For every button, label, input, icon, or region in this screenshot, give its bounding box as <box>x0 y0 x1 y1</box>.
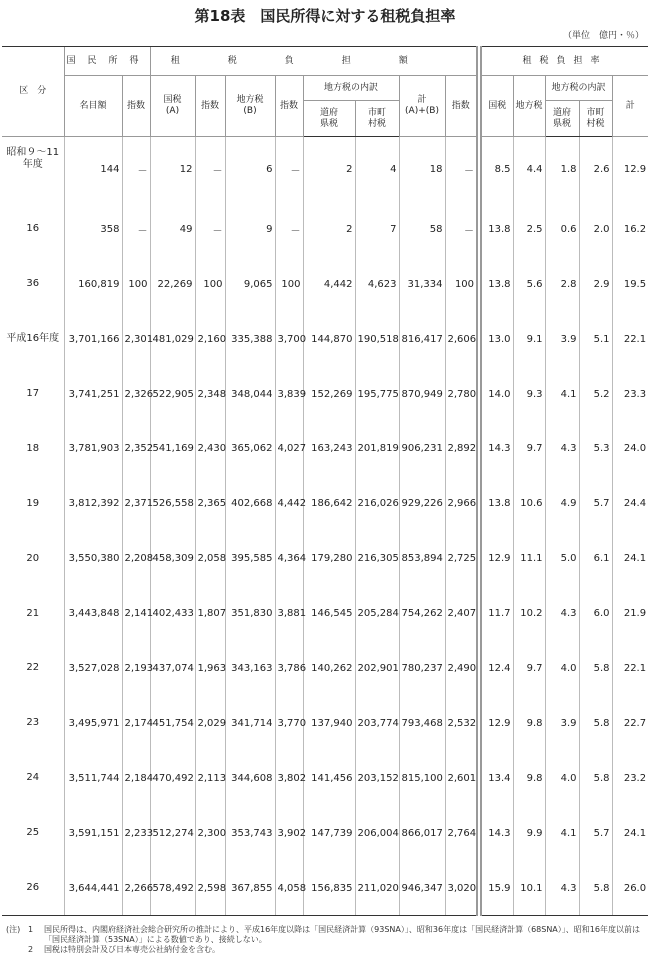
cell-chiho-idx: － <box>275 202 303 257</box>
header-shisu-total: 指数 <box>445 76 479 137</box>
cell-dofuken: 186,642 <box>303 476 355 531</box>
cell-r-chiho: 10.1 <box>513 861 545 916</box>
cell-chiho: 395,585 <box>225 531 275 586</box>
cell-gdp-idx: 2,266 <box>122 861 150 916</box>
cell-r-koku: 14.3 <box>479 421 513 476</box>
cell-r-shi: 5.8 <box>579 641 612 696</box>
cell-r-dofu: 4.3 <box>545 861 579 916</box>
cell-r-total: 24.1 <box>612 806 648 861</box>
cell-r-total: 26.0 <box>612 861 648 916</box>
cell-gdp: 3,495,971 <box>64 696 122 751</box>
cell-shichoson: 216,026 <box>355 476 399 531</box>
cell-r-koku: 12.9 <box>479 531 513 586</box>
cell-dofuken: 163,243 <box>303 421 355 476</box>
row-label: 24 <box>26 772 40 784</box>
cell-total: 946,347 <box>399 861 445 916</box>
cell-chiho: 344,608 <box>225 751 275 806</box>
cell-chiho-idx: 4,027 <box>275 421 303 476</box>
table-row <box>2 421 648 476</box>
cell-dofuken: 2 <box>303 137 355 202</box>
row-label: 23 <box>26 717 40 729</box>
cell-gdp-idx: 2,174 <box>122 696 150 751</box>
cell-r-shi: 5.7 <box>579 476 612 531</box>
cell-dofuken: 141,456 <box>303 751 355 806</box>
table-row <box>2 137 648 202</box>
cell-r-shi: 5.3 <box>579 421 612 476</box>
cell-r-shi: 5.8 <box>579 861 612 916</box>
cell-gdp: 3,741,251 <box>64 367 122 422</box>
cell-r-dofu: 3.9 <box>545 696 579 751</box>
cell-kokuzei: 541,169 <box>150 421 195 476</box>
cell-kokuzei: 49 <box>150 202 195 257</box>
cell-r-chiho: 9.1 <box>513 312 545 367</box>
header-dofuken-ritsu: 道府 県税 <box>545 101 579 137</box>
cell-chiho: 343,163 <box>225 641 275 696</box>
cell-kokuzei-idx: 2,365 <box>195 476 225 531</box>
cell-kokuzei-idx: 1,807 <box>195 586 225 641</box>
table-row <box>2 202 648 257</box>
cell-total-idx: 2,532 <box>445 696 479 751</box>
cell-shichoson: 195,775 <box>355 367 399 422</box>
row-label: 16 <box>26 223 40 235</box>
table-body <box>2 137 648 916</box>
cell-r-chiho: 9.8 <box>513 696 545 751</box>
cell-gdp: 3,550,380 <box>64 531 122 586</box>
cell-chiho: 348,044 <box>225 367 275 422</box>
header-chihozei-uchiwake: 地方税の内訳 <box>303 76 399 101</box>
cell-r-shi: 2.6 <box>579 137 612 202</box>
cell-total: 780,237 <box>399 641 445 696</box>
note-2-number: 2 <box>28 945 34 954</box>
table-header <box>2 47 648 137</box>
cell-gdp: 3,443,848 <box>64 586 122 641</box>
cell-chiho: 367,855 <box>225 861 275 916</box>
cell-total-idx: 2,725 <box>445 531 479 586</box>
cell-shichoson: 201,819 <box>355 421 399 476</box>
cell-total: 866,017 <box>399 806 445 861</box>
header-kei-ritsu: 計 <box>612 76 648 137</box>
table-row <box>2 257 648 312</box>
cell-total-idx: 100 <box>445 257 479 312</box>
row-label: 22 <box>26 662 40 674</box>
cell-chiho: 9,065 <box>225 257 275 312</box>
cell-chiho-idx: 3,881 <box>275 586 303 641</box>
cell-gdp: 3,644,441 <box>64 861 122 916</box>
header-kokuzei: 国税 (A) <box>150 76 195 137</box>
cell-total-idx: 2,764 <box>445 806 479 861</box>
cell-r-dofu: 4.9 <box>545 476 579 531</box>
header-dofuken: 道府 県税 <box>303 101 355 137</box>
cell-r-shi: 5.1 <box>579 312 612 367</box>
cell-kokuzei-idx: 2,430 <box>195 421 225 476</box>
cell-r-chiho: 9.7 <box>513 421 545 476</box>
row-label: 19 <box>26 497 40 509</box>
row-label: 17 <box>26 388 40 399</box>
cell-r-dofu: 4.3 <box>545 421 579 476</box>
cell-r-shi: 5.7 <box>579 806 612 861</box>
header-chihozei: 地方税 (B) <box>225 76 275 137</box>
cell-chiho: 341,714 <box>225 696 275 751</box>
cell-r-chiho: 2.5 <box>513 202 545 257</box>
cell-r-total: 23.2 <box>612 751 648 806</box>
cell-gdp: 3,591,151 <box>64 806 122 861</box>
cell-gdp-idx: 2,184 <box>122 751 150 806</box>
cell-shichoson: 211,020 <box>355 861 399 916</box>
cell-gdp: 3,812,392 <box>64 476 122 531</box>
cell-shichoson: 205,284 <box>355 586 399 641</box>
cell-kokuzei: 437,074 <box>150 641 195 696</box>
cell-r-shi: 6.1 <box>579 531 612 586</box>
cell-chiho: 353,743 <box>225 806 275 861</box>
cell-shichoson: 7 <box>355 202 399 257</box>
cell-r-total: 24.4 <box>612 476 648 531</box>
cell-total: 853,894 <box>399 531 445 586</box>
cell-gdp: 3,511,744 <box>64 751 122 806</box>
cell-r-shi: 5.8 <box>579 696 612 751</box>
cell-gdp-idx: － <box>122 137 150 202</box>
cell-r-total: 12.9 <box>612 137 648 202</box>
cell-total: 906,231 <box>399 421 445 476</box>
header-kei-ab: 計 (A)+(B) <box>399 76 445 137</box>
cell-total-idx: 2,407 <box>445 586 479 641</box>
cell-dofuken: 144,870 <box>303 312 355 367</box>
row-label: 昭和９～11 年度 <box>6 147 60 170</box>
cell-total-idx: 2,966 <box>445 476 479 531</box>
cell-dofuken: 2 <box>303 202 355 257</box>
cell-dofuken: 156,835 <box>303 861 355 916</box>
header-meimokugaku: 名目額 <box>64 76 122 137</box>
header-shichoson-ritsu: 市町 村税 <box>579 101 612 137</box>
cell-r-dofu: 3.9 <box>545 312 579 367</box>
cell-r-chiho: 9.8 <box>513 751 545 806</box>
cell-dofuken: 152,269 <box>303 367 355 422</box>
footnotes <box>6 925 646 955</box>
cell-shichoson: 203,774 <box>355 696 399 751</box>
cell-r-koku: 13.8 <box>479 202 513 257</box>
cell-r-total: 16.2 <box>612 202 648 257</box>
cell-r-shi: 6.0 <box>579 586 612 641</box>
cell-r-koku: 13.0 <box>479 312 513 367</box>
cell-kokuzei: 522,905 <box>150 367 195 422</box>
cell-chiho: 402,668 <box>225 476 275 531</box>
table-row <box>2 586 648 641</box>
cell-gdp: 358 <box>64 202 122 257</box>
cell-kokuzei-idx: 2,113 <box>195 751 225 806</box>
cell-kokuzei-idx: 2,300 <box>195 806 225 861</box>
cell-r-chiho: 9.9 <box>513 806 545 861</box>
cell-r-koku: 15.9 <box>479 861 513 916</box>
cell-r-total: 21.9 <box>612 586 648 641</box>
cell-chiho-idx: 3,786 <box>275 641 303 696</box>
cell-r-dofu: 0.6 <box>545 202 579 257</box>
cell-r-koku: 13.8 <box>479 257 513 312</box>
row-label: 36 <box>26 278 40 290</box>
cell-r-dofu: 5.0 <box>545 531 579 586</box>
cell-chiho: 351,830 <box>225 586 275 641</box>
cell-total: 18 <box>399 137 445 202</box>
cell-kokuzei-idx: 1,963 <box>195 641 225 696</box>
cell-kokuzei: 526,558 <box>150 476 195 531</box>
row-label: 18 <box>26 442 40 454</box>
note-1-number: 1 <box>28 925 34 934</box>
cell-shichoson: 4 <box>355 137 399 202</box>
cell-gdp-idx: 2,371 <box>122 476 150 531</box>
header-chihozei-uchiwake-ritsu: 地方税の内訳 <box>545 76 612 101</box>
cell-r-total: 19.5 <box>612 257 648 312</box>
table-row <box>2 641 648 696</box>
cell-kokuzei: 402,433 <box>150 586 195 641</box>
cell-dofuken: 137,940 <box>303 696 355 751</box>
cell-chiho-idx: 100 <box>275 257 303 312</box>
tax-burden-table <box>2 46 648 916</box>
cell-total-idx: 2,606 <box>445 312 479 367</box>
cell-chiho-idx: 3,902 <box>275 806 303 861</box>
cell-gdp-idx: 2,301 <box>122 312 150 367</box>
cell-total-idx: 2,601 <box>445 751 479 806</box>
cell-gdp-idx: 2,326 <box>122 367 150 422</box>
cell-r-shi: 2.9 <box>579 257 612 312</box>
cell-dofuken: 179,280 <box>303 531 355 586</box>
cell-shichoson: 203,152 <box>355 751 399 806</box>
cell-kokuzei: 12 <box>150 137 195 202</box>
cell-kokuzei: 578,492 <box>150 861 195 916</box>
cell-kokuzei-idx: 2,029 <box>195 696 225 751</box>
header-sozei-futan-gaku: 租税負担額 <box>150 47 479 76</box>
cell-r-chiho: 4.4 <box>513 137 545 202</box>
table-row <box>2 806 648 861</box>
cell-kokuzei-idx: 2,598 <box>195 861 225 916</box>
cell-chiho: 6 <box>225 137 275 202</box>
table-row <box>2 367 648 422</box>
cell-r-total: 22.1 <box>612 312 648 367</box>
note-prefix: (注) <box>6 925 21 934</box>
cell-gdp-idx: 2,233 <box>122 806 150 861</box>
cell-kokuzei: 22,269 <box>150 257 195 312</box>
cell-total: 929,226 <box>399 476 445 531</box>
cell-r-chiho: 10.2 <box>513 586 545 641</box>
note-2: 国税は特別会計及び日本専売公社納付金を含む。 <box>44 945 220 954</box>
row-label: 26 <box>2 861 64 916</box>
cell-chiho-idx: 4,058 <box>275 861 303 916</box>
header-chihozei-ritsu: 地方税 <box>513 76 545 137</box>
table-row <box>2 476 648 531</box>
unit-label: （単位 億円・％） <box>562 31 644 41</box>
cell-gdp-idx: － <box>122 202 150 257</box>
cell-total: 31,334 <box>399 257 445 312</box>
page-title: 第18表 国民所得に対する租税負担率 <box>194 7 456 25</box>
cell-r-chiho: 9.3 <box>513 367 545 422</box>
cell-r-chiho: 11.1 <box>513 531 545 586</box>
cell-r-koku: 14.3 <box>479 806 513 861</box>
row-label: 平成16年度 <box>6 333 60 345</box>
row-label: 20 <box>26 552 40 564</box>
cell-dofuken: 140,262 <box>303 641 355 696</box>
cell-r-total: 22.1 <box>612 641 648 696</box>
cell-r-dofu: 1.8 <box>545 137 579 202</box>
cell-r-shi: 5.2 <box>579 367 612 422</box>
header-shisu-gdp: 指数 <box>122 76 150 137</box>
cell-dofuken: 146,545 <box>303 586 355 641</box>
cell-r-koku: 8.5 <box>479 137 513 202</box>
cell-kokuzei-idx: － <box>195 202 225 257</box>
header-sozei-futan-ritsu: 租税負担率 <box>479 47 648 76</box>
cell-gdp-idx: 2,208 <box>122 531 150 586</box>
cell-r-shi: 5.8 <box>579 751 612 806</box>
cell-r-total: 24.0 <box>612 421 648 476</box>
cell-chiho-idx: － <box>275 137 303 202</box>
note-1: 国民所得は、内閣府経済社会総合研究所の推計により、平成16年度以降は「国民経済計算（93SNA）」、昭和36年度は「国民経済計算（68SNA）」、昭和16年度以前は「国民経済計算（53SNA）」による数値であり、接続しない。 <box>44 925 640 944</box>
cell-total-idx: 3,020 <box>445 861 479 916</box>
cell-shichoson: 206,004 <box>355 806 399 861</box>
header-shisu-kokuzei: 指数 <box>195 76 225 137</box>
cell-total: 793,468 <box>399 696 445 751</box>
cell-r-total: 24.1 <box>612 531 648 586</box>
cell-gdp-idx: 2,352 <box>122 421 150 476</box>
cell-r-koku: 12.9 <box>479 696 513 751</box>
cell-r-dofu: 4.1 <box>545 806 579 861</box>
cell-r-chiho: 10.6 <box>513 476 545 531</box>
cell-shichoson: 4,623 <box>355 257 399 312</box>
cell-chiho: 9 <box>225 202 275 257</box>
cell-chiho-idx: 3,802 <box>275 751 303 806</box>
cell-total: 816,417 <box>399 312 445 367</box>
cell-gdp-idx: 2,193 <box>122 641 150 696</box>
cell-kokuzei-idx: 100 <box>195 257 225 312</box>
cell-r-dofu: 4.0 <box>545 751 579 806</box>
cell-r-dofu: 4.1 <box>545 367 579 422</box>
cell-shichoson: 216,305 <box>355 531 399 586</box>
cell-gdp-idx: 100 <box>122 257 150 312</box>
cell-r-chiho: 9.7 <box>513 641 545 696</box>
cell-total: 754,262 <box>399 586 445 641</box>
cell-dofuken: 4,442 <box>303 257 355 312</box>
cell-kokuzei: 451,754 <box>150 696 195 751</box>
cell-r-total: 22.7 <box>612 696 648 751</box>
cell-kokuzei: 481,029 <box>150 312 195 367</box>
cell-chiho-idx: 4,442 <box>275 476 303 531</box>
cell-gdp-idx: 2,141 <box>122 586 150 641</box>
cell-r-koku: 13.4 <box>479 751 513 806</box>
table-row <box>2 751 648 806</box>
cell-kokuzei: 512,274 <box>150 806 195 861</box>
cell-gdp: 3,701,166 <box>64 312 122 367</box>
cell-total-idx: － <box>445 137 479 202</box>
cell-total-idx: 2,892 <box>445 421 479 476</box>
cell-chiho-idx: 4,364 <box>275 531 303 586</box>
table-row <box>2 696 648 751</box>
cell-r-dofu: 2.8 <box>545 257 579 312</box>
cell-kokuzei: 470,492 <box>150 751 195 806</box>
table-row <box>2 312 648 367</box>
cell-gdp: 144 <box>64 137 122 202</box>
cell-gdp: 160,819 <box>64 257 122 312</box>
cell-shichoson: 190,518 <box>355 312 399 367</box>
cell-kokuzei-idx: 2,160 <box>195 312 225 367</box>
cell-gdp: 3,527,028 <box>64 641 122 696</box>
table-row <box>2 861 648 916</box>
cell-total: 815,100 <box>399 751 445 806</box>
cell-r-chiho: 5.6 <box>513 257 545 312</box>
cell-r-dofu: 4.3 <box>545 586 579 641</box>
row-label: 25 <box>26 827 40 839</box>
header-kubun: 区 分 <box>2 47 64 137</box>
cell-r-koku: 12.4 <box>479 641 513 696</box>
cell-r-koku: 14.0 <box>479 367 513 422</box>
cell-chiho: 335,388 <box>225 312 275 367</box>
cell-kokuzei: 458,309 <box>150 531 195 586</box>
cell-total-idx: 2,780 <box>445 367 479 422</box>
cell-r-dofu: 4.0 <box>545 641 579 696</box>
header-kokuzei-ritsu: 国税 <box>479 76 513 137</box>
cell-kokuzei-idx: 2,348 <box>195 367 225 422</box>
cell-shichoson: 202,901 <box>355 641 399 696</box>
cell-chiho-idx: 3,770 <box>275 696 303 751</box>
cell-r-koku: 11.7 <box>479 586 513 641</box>
header-kokumin-shotoku: 国民所得 <box>64 47 150 76</box>
cell-gdp: 3,781,903 <box>64 421 122 476</box>
cell-r-shi: 2.0 <box>579 202 612 257</box>
cell-total: 870,949 <box>399 367 445 422</box>
table-row <box>2 531 648 586</box>
cell-total-idx: 2,490 <box>445 641 479 696</box>
cell-chiho: 365,062 <box>225 421 275 476</box>
cell-r-koku: 13.8 <box>479 476 513 531</box>
cell-r-total: 23.3 <box>612 367 648 422</box>
cell-kokuzei-idx: 2,058 <box>195 531 225 586</box>
cell-chiho-idx: 3,700 <box>275 312 303 367</box>
cell-kokuzei-idx: － <box>195 137 225 202</box>
header-shisu-chiho: 指数 <box>275 76 303 137</box>
cell-total: 58 <box>399 202 445 257</box>
cell-chiho-idx: 3,839 <box>275 367 303 422</box>
cell-dofuken: 147,739 <box>303 806 355 861</box>
header-shichoson: 市町 村税 <box>355 101 399 137</box>
cell-total-idx: － <box>445 202 479 257</box>
row-label: 21 <box>26 607 40 619</box>
